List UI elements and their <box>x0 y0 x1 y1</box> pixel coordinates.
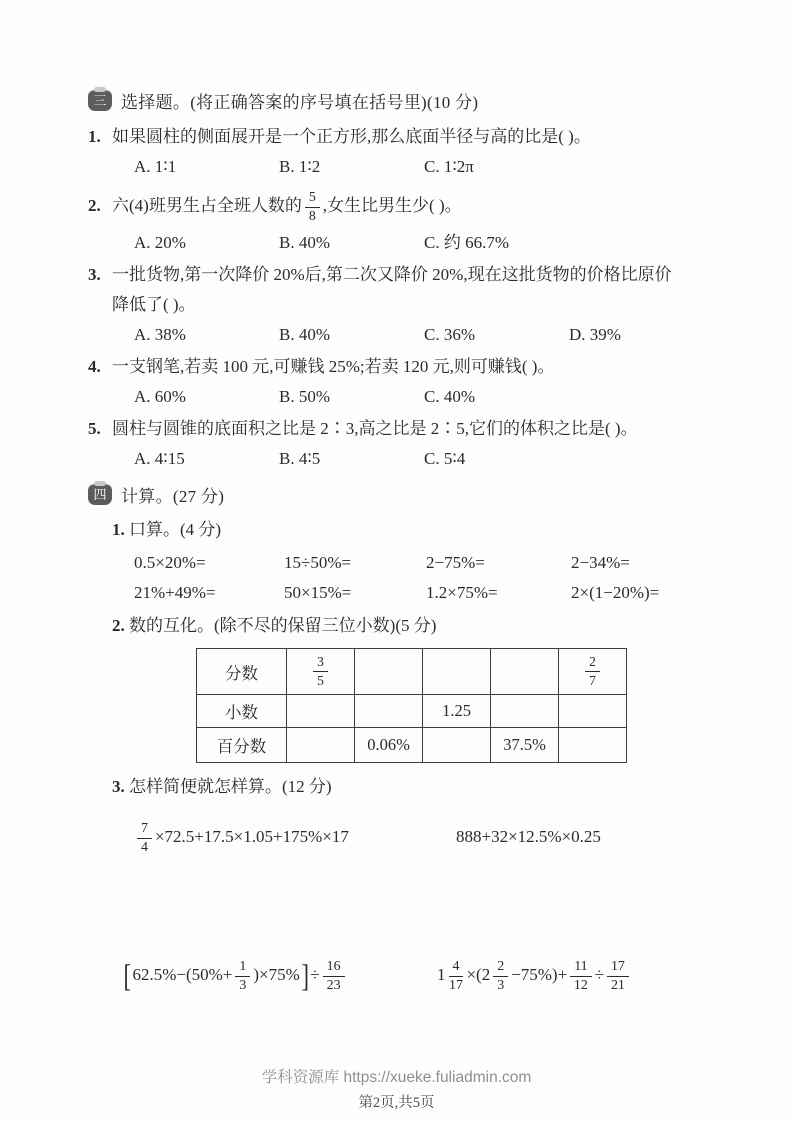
question-4-option-a: A. 60% <box>134 387 186 406</box>
question-3 <box>88 260 757 350</box>
fraction-11-12: $\frac{11}{12}$ <box>570 959 591 994</box>
question-4-options <box>134 382 757 412</box>
percent-cell-5 <box>559 728 627 763</box>
conversion-row-decimal <box>197 695 627 728</box>
decimal-cell-4 <box>491 695 559 728</box>
oral-expr-6: 50×15%= <box>284 583 352 602</box>
question-2 <box>88 184 757 258</box>
question-1-text: 如果圆柱的侧面展开是一个正方形,那么底面半径与高的比是( )。 <box>112 127 591 146</box>
question-2-option-a: A. 20% <box>134 233 186 252</box>
question-2-number: 2. <box>88 196 101 215</box>
question-5-option-a: A. 4∶15 <box>134 449 185 468</box>
left-bracket: [ <box>123 957 132 993</box>
oral-expr-7: 1.2×75%= <box>426 583 498 602</box>
oral-calc-row-2 <box>134 578 757 608</box>
simplify-expr-4-t2: −75%)+ <box>511 965 568 984</box>
section-choice-title: 选择题。(将正确答案的序号填在括号里)(10 分) <box>121 93 479 112</box>
question-2-text-line <box>88 184 757 228</box>
question-4 <box>88 352 757 412</box>
simplify-expr-3-t2: )×75% <box>253 965 300 984</box>
question-1 <box>88 122 757 182</box>
question-3-text-line2 <box>112 290 757 320</box>
oral-expr-4: 2−34%= <box>571 553 630 572</box>
question-5 <box>88 414 757 474</box>
oral-calc-heading <box>112 516 757 544</box>
section-calc-title: 计算。(27 分) <box>121 487 225 506</box>
fraction-3-5: $\frac{3}{5}$ <box>313 654 328 688</box>
question-1-option-a: A. 1∶1 <box>134 157 177 176</box>
section-three-badge-icon: 三 <box>88 90 112 111</box>
question-4-option-b: B. 50% <box>279 387 330 406</box>
conversion-table <box>196 648 627 763</box>
conversion-heading <box>112 612 757 640</box>
question-3-option-d: D. 39% <box>569 325 621 344</box>
question-2-options <box>134 228 757 258</box>
question-3-option-b: B. 40% <box>279 325 330 344</box>
fraction-5-8: $\frac{5}{8}$ <box>305 190 320 225</box>
fraction-cell-2 <box>355 649 423 695</box>
simplify-expr-3 <box>122 953 437 997</box>
question-4-option-c: C. 40% <box>424 387 475 406</box>
question-5-text-line <box>88 414 757 444</box>
decimal-cell-3: 1.25 <box>423 695 491 728</box>
question-1-option-b: B. 1∶2 <box>279 157 321 176</box>
question-2-option-b: B. 40% <box>279 233 330 252</box>
question-1-text-line <box>88 122 757 152</box>
question-4-number: 4. <box>88 357 101 376</box>
simplify-heading <box>112 773 757 801</box>
row-header-decimal: 小数 <box>197 695 287 728</box>
question-4-text-line <box>88 352 757 382</box>
fraction-cell-5 <box>559 649 627 695</box>
fraction-cell-3 <box>423 649 491 695</box>
question-3-option-a: A. 38% <box>134 325 186 344</box>
oral-expr-2: 15÷50%= <box>284 553 352 572</box>
question-3-options <box>134 320 757 350</box>
simplify-expr-3-t1: 62.5%−(50%+ <box>132 965 233 984</box>
footer-site-line: 学科资源库 https://xueke.fuliadmin.com <box>261 1069 532 1086</box>
fraction-1-3: $\frac{1}{3}$ <box>235 959 250 994</box>
fraction-2-3: $\frac{2}{3}$ <box>493 959 508 994</box>
decimal-cell-5 <box>559 695 627 728</box>
simplify-expr-4-t3: ÷ <box>594 965 604 984</box>
question-1-number: 1. <box>88 127 101 146</box>
oral-calc-heading-text: 口算。(4 分) <box>129 520 222 539</box>
section-calc-header <box>88 482 757 507</box>
right-bracket: ] <box>301 957 309 993</box>
question-1-option-c: C. 1∶2π <box>424 157 474 176</box>
section-choice <box>88 88 757 474</box>
simplify-expr-4 <box>437 953 632 997</box>
question-5-option-c: C. 5∶4 <box>424 449 466 468</box>
fraction-4-17: $\frac{4}{17}$ <box>449 958 463 993</box>
percent-cell-3 <box>423 728 491 763</box>
simplify-row-1 <box>134 817 757 857</box>
oral-calc-heading-number: 1. <box>112 520 125 539</box>
footer-page-number: 第2页,共5页 <box>358 1095 435 1111</box>
page-footer <box>0 1065 793 1112</box>
fraction-7-4: $\frac{7}{4}$ <box>137 821 152 856</box>
oral-expr-8: 2×(1−20%)= <box>571 583 660 602</box>
percent-cell-4: 37.5% <box>491 728 559 763</box>
simplify-heading-text: 怎样简便就怎样算。(12 分) <box>129 777 332 796</box>
fraction-17-21: $\frac{17}{21}$ <box>607 959 629 994</box>
question-3-option-c: C. 36% <box>424 325 475 344</box>
simplify-heading-number: 3. <box>112 777 125 796</box>
question-5-number: 5. <box>88 419 101 438</box>
question-3-text-line2-text: 降低了( )。 <box>112 295 196 314</box>
fraction-cell-4 <box>491 649 559 695</box>
conversion-heading-text: 数的互化。(除不尽的保留三位小数)(5 分) <box>129 616 437 635</box>
oral-calc-row-1 <box>134 548 757 578</box>
section-calc <box>88 482 757 997</box>
decimal-cell-1 <box>287 695 355 728</box>
simplify-expr-2: 888+32×12.5%×0.25 <box>456 827 601 846</box>
fraction-16-23: $\frac{16}{23}$ <box>323 959 345 994</box>
conversion-row-fraction <box>197 649 627 695</box>
simplify-expr-4-whole: 1 <box>437 965 446 984</box>
decimal-cell-2 <box>355 695 423 728</box>
question-5-options <box>134 444 757 474</box>
simplify-expr-4-t1: ×(2 <box>466 965 491 984</box>
simplify-expr-1-rest: ×72.5+17.5×1.05+175%×17 <box>154 827 349 846</box>
simplify-row-2 <box>122 953 757 997</box>
question-1-options <box>134 152 757 182</box>
oral-expr-5: 21%+49%= <box>134 583 216 602</box>
question-5-text: 圆柱与圆锥的底面积之比是 2∶3,高之比是 2∶5,它们的体积之比是( )。 <box>112 419 638 438</box>
row-header-percent: 百分数 <box>197 728 287 763</box>
percent-cell-1 <box>287 728 355 763</box>
conversion-heading-number: 2. <box>112 616 125 635</box>
percent-cell-2: 0.06% <box>355 728 423 763</box>
oral-expr-3: 2−75%= <box>426 553 485 572</box>
question-2-text-before: 六(4)班男生占全班人数的 <box>112 196 302 215</box>
simplify-expr-1 <box>134 817 456 857</box>
question-3-text-line1 <box>88 260 757 290</box>
oral-expr-1: 0.5×20%= <box>134 553 206 572</box>
section-choice-header <box>88 88 757 113</box>
question-2-option-c: C. 约 66.7% <box>424 233 509 252</box>
conversion-row-percent <box>197 728 627 763</box>
question-3-number: 3. <box>88 265 101 284</box>
question-4-text: 一支钢笔,若卖 100 元,可赚钱 25%;若卖 120 元,则可赚钱( )。 <box>112 357 555 376</box>
fraction-2-7: $\frac{2}{7}$ <box>585 654 600 688</box>
question-5-option-b: B. 4∶5 <box>279 449 321 468</box>
question-2-text-after: ,女生比男生少( )。 <box>322 196 462 215</box>
question-2-text <box>112 184 757 228</box>
section-four-badge-icon: 四 <box>88 484 112 505</box>
row-header-fraction: 分数 <box>197 649 287 695</box>
simplify-expr-3-t3: ÷ <box>310 965 320 984</box>
fraction-cell-1 <box>287 649 355 695</box>
question-3-text-line1-text: 一批货物,第一次降价 20%后,第二次又降价 20%,现在这批货物的价格比原价 <box>112 265 672 284</box>
